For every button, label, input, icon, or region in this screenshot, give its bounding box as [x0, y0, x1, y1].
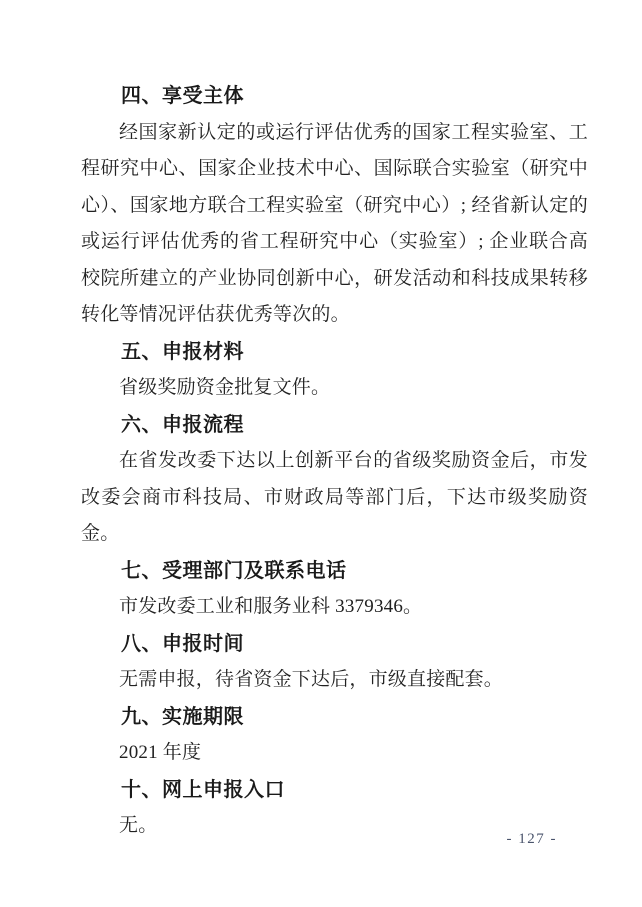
section-heading: 九、实施期限: [121, 705, 244, 728]
section-body: 省级奖励资金批复文件。: [119, 377, 331, 398]
section-implementation-period: [81, 699, 588, 772]
section-heading: 八、申报时间: [121, 632, 244, 655]
section-body: 经国家新认定的或运行评估优秀的国家工程实验室、工程研究中心、国家企业技术中心、国际联合实验室（研究中心）、国家地方联合工程实验室（研究中心）; 经省新认定的或运行评估优秀的省工程研究中心（实验室）; 企业联合高校院所建立的产业协同创新中心，研发活动和科技成果转移转化等情况评估获优秀等次的。: [81, 121, 588, 325]
section-body: 无。: [119, 815, 158, 836]
section-heading: 十、网上申报入口: [121, 778, 285, 801]
section-heading: 七、受理部门及联系电话: [121, 559, 347, 582]
section-application-materials: [81, 334, 588, 407]
section-accepting-department: [81, 553, 588, 626]
section-heading: 五、申报材料: [121, 340, 244, 363]
section-application-process: [81, 407, 588, 553]
page-number: - 127 -: [506, 831, 557, 847]
section-application-time: [81, 626, 588, 699]
section-body: 2021 年度: [119, 742, 202, 763]
section-enjoyment-subject: [81, 78, 588, 334]
section-heading: 四、享受主体: [121, 85, 244, 107]
section-body: 无需申报，待省资金下达后，市级直接配套。: [119, 669, 504, 690]
section-body: 市发改委工业和服务业科 3379346。: [119, 596, 423, 617]
document-content: [81, 78, 588, 845]
section-heading: 六、申报流程: [121, 413, 244, 436]
section-body: 在省发改委下达以上创新平台的省级奖励资金后，市发改委会商市科技局、市财政局等部门后，下达市级奖励资金。: [81, 450, 588, 544]
